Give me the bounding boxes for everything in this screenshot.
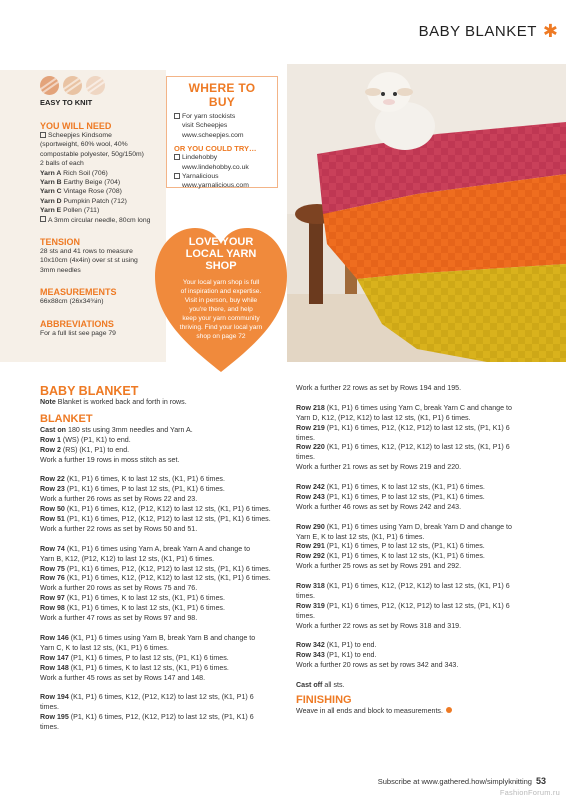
section-title: BABY BLANKET <box>418 22 537 40</box>
instruction-line: Row 195 (P1, K1) 6 times, P12, (K12, P12) to last 12 sts, (P1, K1) 6 <box>40 713 254 722</box>
stockist-link[interactable]: www.scheepjes.com <box>182 131 244 139</box>
pattern-note: Note Blanket is worked back and forth in rows. <box>40 398 187 406</box>
section-tab <box>407 20 566 42</box>
page-footer <box>378 776 546 786</box>
instruction-line: Row 218 (K1, P1) 6 times using Yarn C, break Yarn C and change to <box>296 403 512 412</box>
checkbox-icon <box>174 113 180 119</box>
paragraph-gap <box>296 394 536 404</box>
instructions <box>296 384 536 691</box>
instruction-line: Row 75 (P1, K1) 6 times, P12, (K12, P12) to last 12 sts, (P1, K1) 6 times. <box>40 564 271 573</box>
instruction-line: Row 220 (K1, P1) 6 times, K12, (P12, K12) to last 12 sts, (K1, P1) 6 <box>296 443 510 452</box>
skill-level: EASY TO KNIT <box>40 98 93 107</box>
instruction-line: Row 97 (K1, P1) 6 times, K to last 12 sts, (K1, P1) 6 times. <box>40 594 225 603</box>
instruction-line: Work a further 22 rows as set by Rows 50 and 51. <box>40 524 198 533</box>
instruction-line: Work a further 25 rows as set by Rows 291 and 292. <box>296 562 462 571</box>
blanket-illustration <box>287 64 566 362</box>
paragraph-gap <box>296 513 536 523</box>
instruction-line: Row 98 (K1, P1) 6 times, K to last 12 sts, (K1, P1) 6 times. <box>40 604 225 613</box>
yarn-ball-icon <box>86 76 105 95</box>
difficulty-rating <box>40 76 158 96</box>
instruction-line: Work a further 45 rows as set by Rows 147 and 148. <box>40 673 206 682</box>
instruction-line: Work a further 22 rows as set by Rows 318 and 319. <box>296 621 462 630</box>
page-number: 53 <box>535 776 546 786</box>
paragraph-gap <box>40 535 278 545</box>
paragraph-gap <box>296 632 536 642</box>
instruction-line: times. <box>296 433 315 442</box>
instruction-line: Row 343 (P1, K1) to end. <box>296 651 377 660</box>
tension-heading: TENSION <box>40 237 81 248</box>
finishing-text: Weave in all ends and block to measurements. <box>296 707 536 717</box>
blanket-heading: BLANKET <box>40 412 93 425</box>
asterisk-icon: ✱ <box>542 21 558 41</box>
paragraph-gap <box>40 466 278 476</box>
instruction-line: Row 147 (P1, K1) 6 times, P to last 12 sts, (P1, K1) 6 times. <box>40 653 229 662</box>
instruction-line: Work a further 21 rows as set by Rows 219 and 220. <box>296 463 462 472</box>
tension-text: 28 sts and 41 rows to measure 10x10cm (4x4in) over st st using 3mm needles <box>40 248 138 274</box>
instruction-line: Row 292 (K1, P1) 6 times, K to last 12 sts, (K1, P1) 6 times. <box>296 552 485 561</box>
checkbox-icon <box>174 154 180 160</box>
paragraph-gap <box>296 473 536 483</box>
instruction-line: Work a further 19 rows in moss stitch as set. <box>40 455 180 464</box>
shop-link[interactable]: www.lindehobby.co.uk <box>182 163 249 171</box>
instruction-line: Row 146 (K1, P1) 6 times using Yarn B, break Yarn B and change to <box>40 633 256 642</box>
instruction-line: times. <box>40 703 59 712</box>
measurements-heading: MEASUREMENTS <box>40 287 117 298</box>
paragraph-gap <box>296 572 536 582</box>
finishing-heading: FINISHING <box>296 694 352 706</box>
instruction-line: Work a further 47 rows as set by Rows 97 and 98. <box>40 614 198 623</box>
instruction-line: Row 219 (P1, K1) 6 times, P12, (K12, P12) to last 12 sts, (P1, K1) 6 <box>296 423 510 432</box>
end-mark-icon <box>446 707 452 713</box>
heart-title: LOVE YOUR LOCAL YARN SHOP <box>185 236 257 272</box>
checkbox-icon <box>40 132 46 138</box>
yarn-ball-icon <box>63 76 82 95</box>
paragraph-gap <box>40 624 278 634</box>
stockist-text: For yarn stockists visit Scheepjes www.scheepjes.com <box>174 112 270 140</box>
pattern-column-1 <box>40 384 278 733</box>
subscribe-link[interactable]: Subscribe at www.gathered.how/simplyknitting <box>377 777 532 786</box>
instruction-line: Row 22 (K1, P1) 6 times, K to last 12 sts, (K1, P1) 6 times. <box>40 475 225 484</box>
alternatives-heading: OR YOU COULD TRY… <box>174 144 257 154</box>
instruction-line: Cast off all sts. <box>296 681 345 690</box>
instruction-line: Row 74 (K1, P1) 6 times using Yarn A, break Yarn A and change to <box>40 544 251 553</box>
watermark: FashionForum.ru <box>499 788 560 797</box>
paragraph-gap <box>296 671 536 681</box>
instruction-line: Row 342 (K1, P1) to end. <box>296 641 377 650</box>
instruction-line: times. <box>296 453 315 462</box>
checkbox-icon <box>40 216 46 222</box>
instruction-line: Row 1 (WS) (P1, K1) to end. <box>40 435 131 444</box>
where-to-buy-title: WHERE TO BUY <box>188 81 256 109</box>
instruction-line: Row 76 (K1, P1) 6 times, K12, (P12, K12) to last 12 sts, (K1, P1) 6 times. <box>40 574 271 583</box>
blanket-photo <box>287 64 566 362</box>
instruction-line: times. <box>296 591 315 600</box>
instruction-line: Work a further 26 rows as set by Rows 22 and 23. <box>40 495 198 504</box>
pattern-column-2 <box>296 384 536 717</box>
pattern-title: BABY BLANKET <box>40 384 139 398</box>
heart-body: Your local yarn shop is full of inspiration and expertise. Visit in person, buy while you're there, and help keep your yarn community thriving. Find your local yarn shop on page 72 <box>179 279 263 340</box>
instruction-line: Row 148 (K1, P1) 6 times, K to last 12 sts, (K1, P1) 6 times. <box>40 663 229 672</box>
yarn-ball-icon <box>40 76 59 95</box>
instruction-line: Row 51 (P1, K1) 6 times, P12, (K12, P12) to last 12 sts, (P1, K1) 6 times. <box>40 515 271 524</box>
instruction-line: Yarn C, K to last 12 sts, (K1, P1) 6 times. <box>40 643 169 652</box>
where-to-buy-box <box>166 76 278 188</box>
abbreviations-text: For a full list see page 79 <box>40 329 116 337</box>
instruction-line: Work a further 46 rows as set by Rows 242 and 243. <box>296 502 462 511</box>
instructions <box>40 426 278 733</box>
instruction-line: times. <box>296 611 315 620</box>
checkbox-icon <box>174 173 180 179</box>
instruction-line: Cast on 180 sts using 3mm needles and Yarn A. <box>40 425 193 434</box>
paragraph-gap <box>40 683 278 693</box>
instruction-line: times. <box>40 723 59 732</box>
instruction-line: Row 243 (P1, K1) 6 times, P to last 12 sts, (P1, K1) 6 times. <box>296 492 485 501</box>
instruction-line: Row 319 (P1, K1) 6 times, P12, (K12, P12) to last 12 sts, (P1, K1) 6 <box>296 601 510 610</box>
instruction-line: Yarn E, K to last 12 sts, (K1, P1) 6 times. <box>296 532 425 541</box>
abbreviations-heading: ABBREVIATIONS <box>40 318 114 329</box>
instruction-line: Row 318 (K1, P1) 6 times, K12, (P12, K12) to last 12 sts, (K1, P1) 6 <box>296 582 510 591</box>
pattern-info-panel <box>0 70 166 362</box>
instruction-line: Work a further 20 rows as set by rows 342 and 343. <box>296 661 459 670</box>
instruction-line: Work a further 22 rows as set by Rows 194 and 195. <box>296 384 462 392</box>
instruction-line: Yarn D, K12, (P12, K12) to last 12 sts, (K1, P1) 6 times. <box>296 413 471 422</box>
instruction-line: Work a further 20 rows as set by Rows 75 and 76. <box>40 584 198 593</box>
measurements-text: 66x88cm (26x34¾in) <box>40 298 104 306</box>
instruction-line: Yarn B, K12, (P12, K12) to last 12 sts, (K1, P1) 6 times. <box>40 554 215 563</box>
alternative-shops: Lindehobby www.lindehobby.co.uk Yarnalicious www.yarnalicious.com <box>174 153 270 191</box>
materials-list: Scheepjes Kindsome (sportweight, 60% wool, 40% compostable polyester, 50g/150m) 2 balls of each Yarn A Rich Soil (706) Yarn B Earthy Beige (704) Yarn C Vintage Rose (708) Yarn D Pumpkin Patch (712) Yarn E Pollen (711) A 3mm circular needle, 80cm long <box>40 132 151 224</box>
local-yarn-shop-callout <box>153 224 289 374</box>
instruction-line: Row 2 (RS) (K1, P1) to end. <box>40 445 130 454</box>
instruction-line: Row 242 (K1, P1) 6 times, K to last 12 sts, (K1, P1) 6 times. <box>296 483 485 492</box>
instruction-line: Row 194 (K1, P1) 6 times, K12, (P12, K12) to last 12 sts, (K1, P1) 6 <box>40 693 254 702</box>
instruction-line: Row 23 (P1, K1) 6 times, P to last 12 sts, (P1, K1) 6 times. <box>40 485 225 494</box>
you-will-need-heading: YOU WILL NEED <box>40 121 112 131</box>
instruction-line: Row 50 (K1, P1) 6 times, K12, (P12, K12) to last 12 sts, (K1, P1) 6 times. <box>40 505 271 514</box>
page-header <box>0 0 566 62</box>
instruction-line: Row 290 (K1, P1) 6 times using Yarn D, break Yarn D and change to <box>296 522 512 531</box>
instruction-line: Row 291 (P1, K1) 6 times, P to last 12 sts, (P1, K1) 6 times. <box>296 542 485 551</box>
shop-link[interactable]: www.yarnalicious.com <box>182 182 249 190</box>
